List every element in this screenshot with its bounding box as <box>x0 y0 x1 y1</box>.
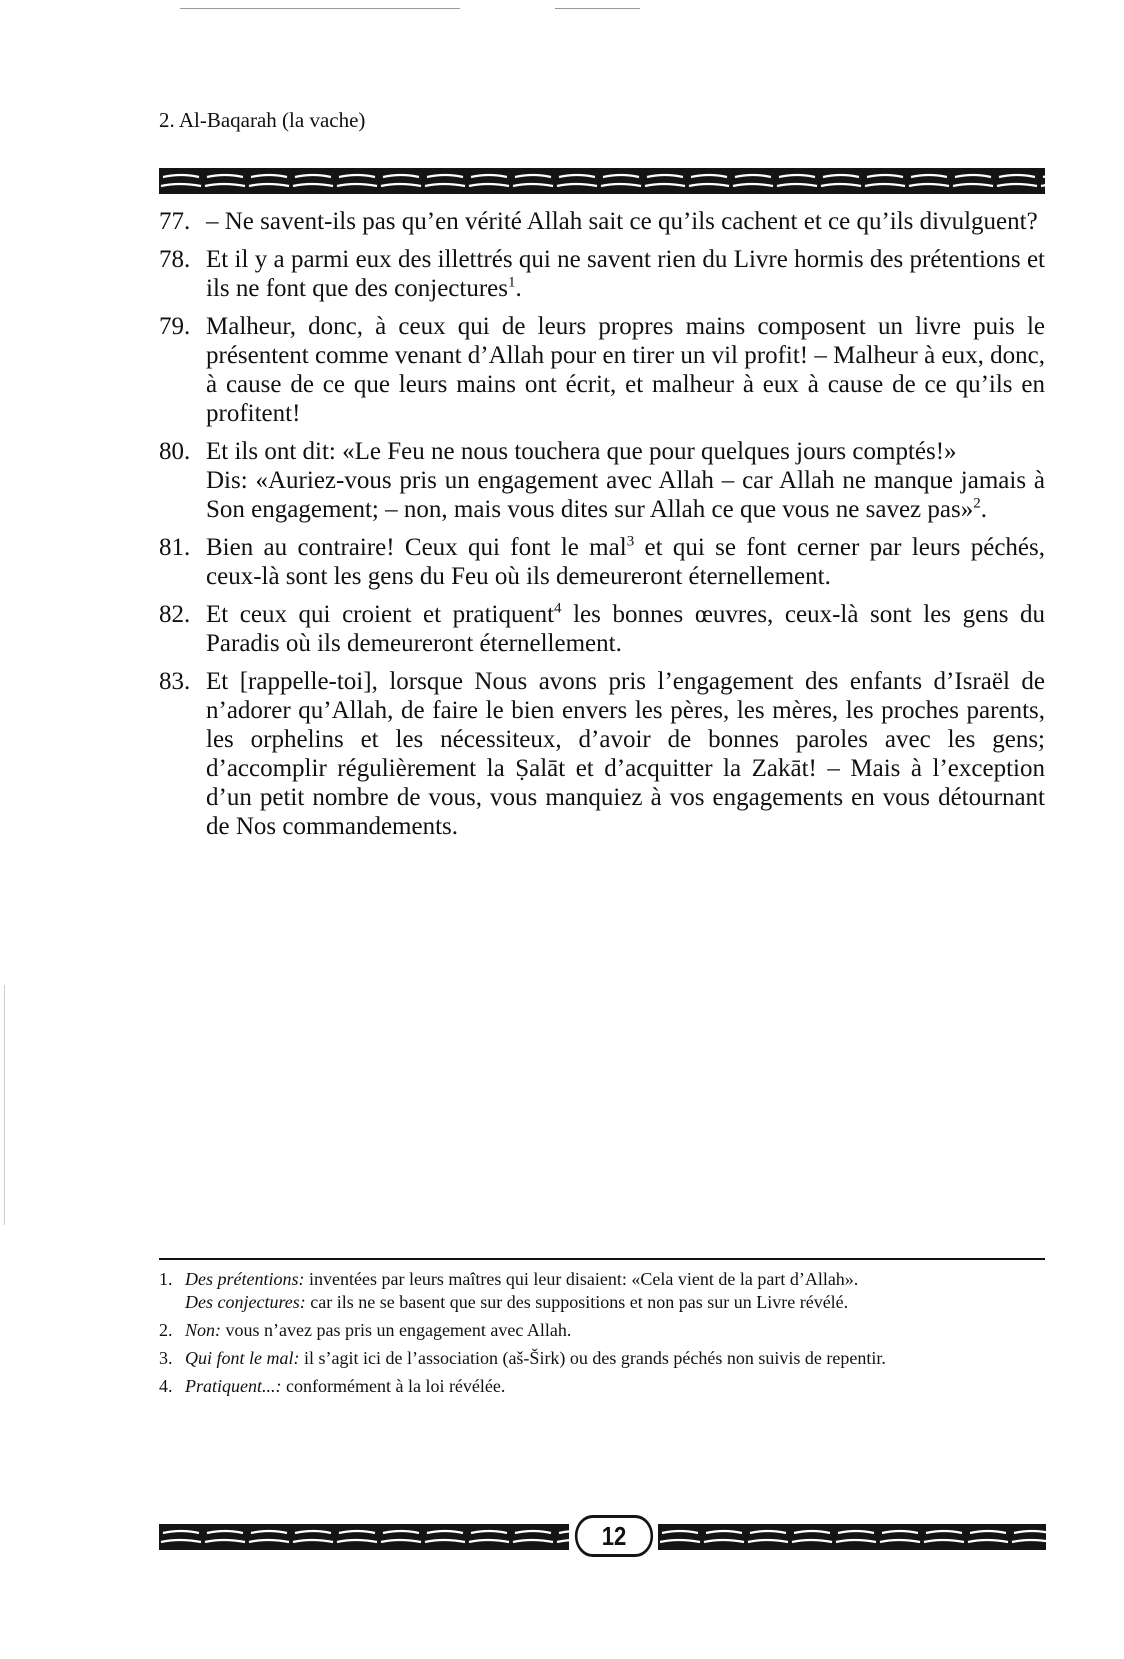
verse-text: Et [rappelle-toi], lorsque Nous avons pris l’engagement des enfants d’Israël de n’adorer qu’Allah, de faire le bien envers les pères, les mères, les proches parents, les orphelins et les nécessiteux, d’avoir de bonnes paroles avec les gens; d’accomplir régulièrement la Ṣalāt et d’acquitter la Zakāt! – Mais à l’exception d’un petit nombre de vous, vous manquiez à vos engagements en vous détournant de Nos commandements. <box>206 668 1045 840</box>
verse-text-tail: . <box>515 275 522 302</box>
verse-79 <box>159 312 1045 428</box>
verse-text: – Ne savent-ils pas qu’en vérité Allah sait ce qu’ils cachent et ce qu’ils divulguent? <box>206 208 1038 235</box>
verse-number: 77. <box>159 208 191 235</box>
verse-number: 81. <box>159 534 191 561</box>
footnote-term: Qui font le mal: <box>185 1348 300 1368</box>
verse-number: 83. <box>159 668 191 695</box>
footnote-number: 1. <box>159 1269 173 1289</box>
ornament-band-bottom-right <box>658 1524 1046 1550</box>
running-head: 2. Al-Baqarah (la vache) <box>159 108 366 132</box>
footnote-number: 2. <box>159 1320 173 1340</box>
footnote-text: conformément à la loi révélée. <box>281 1376 506 1396</box>
footnote-text: car ils ne se basent que sur des suppositions et non pas sur un Livre révélé. <box>305 1292 849 1312</box>
footnote-text: vous n’avez pas pris un engagement avec Allah. <box>221 1320 572 1340</box>
verse-text: Et ils ont dit: «Le Feu ne nous touchera que pour quelques jours comptés!» <box>206 438 957 465</box>
top-scan-rule-left <box>180 8 460 9</box>
verse-77 <box>159 207 1045 236</box>
page-number: 12 <box>575 1515 653 1557</box>
footnote-term: Des conjectures: <box>185 1292 306 1312</box>
verse-81 <box>159 533 1045 591</box>
verse-80 <box>159 437 1045 524</box>
verse-number: 80. <box>159 438 191 465</box>
verse-text-continued: Dis: «Auriez-vous pris un engagement avec Allah – car Allah ne manque jamais à Son engagement; – non, mais vous dites sur Allah ce que vous ne savez pas» <box>206 467 1045 523</box>
verse-text: Malheur, donc, à ceux qui de leurs propres mains composent un livre puis le présentent comme venant d’Allah pour en tirer un vil profit! – Malheur à eux, donc, à cause de ce que leurs mains ont écrit, et malheur à eux à cause de ce qu’ils en profitent! <box>206 313 1045 427</box>
footnote-term: Des prétentions: <box>185 1269 305 1289</box>
verse-text: Bien au contraire! Ceux qui font le mal <box>206 534 627 561</box>
footnote-ref[interactable]: 3 <box>626 533 635 550</box>
footnote-2 <box>159 1319 1045 1342</box>
footnote-term: Non: <box>185 1320 221 1340</box>
footnote-ref[interactable]: 2 <box>973 495 981 512</box>
footnote-divider <box>159 1258 1045 1260</box>
ornament-band-bottom-left <box>159 1524 569 1550</box>
footnote-ref[interactable]: 4 <box>554 600 562 617</box>
verse-number: 82. <box>159 601 191 628</box>
verse-78 <box>159 245 1045 303</box>
footnote-number: 4. <box>159 1376 173 1396</box>
verse-83 <box>159 667 1045 841</box>
verse-number: 79. <box>159 313 191 340</box>
footnote-text: il s’agit ici de l’association (aš-Širk) ou des grands péchés non suivis de repentir. <box>299 1348 886 1368</box>
footnote-list <box>159 1268 1045 1403</box>
verse-82 <box>159 600 1045 658</box>
footnote-3 <box>159 1347 1045 1370</box>
footnote-number: 3. <box>159 1348 173 1368</box>
ornament-band-top <box>159 168 1045 194</box>
footnote-term: Pratiquent...: <box>185 1376 282 1396</box>
verse-text-tail: et qui se font cerner par leurs péchés, ceux-là sont les gens du Feu où ils demeureront éternellement. <box>206 534 1045 590</box>
footnote-1 <box>159 1268 1045 1314</box>
verse-list <box>159 207 1045 850</box>
verse-text-tail: les bonnes œuvres, ceux-là sont les gens du Paradis où ils demeureront éternellement. <box>206 601 1045 657</box>
verse-text: Et ceux qui croient et pratiquent <box>206 601 555 628</box>
footnote-4 <box>159 1375 1045 1398</box>
verse-number: 78. <box>159 246 191 273</box>
top-scan-rule-right <box>555 8 640 9</box>
footnote-text: inventées par leurs maîtres qui leur disaient: «Cela vient de la part d’Allah». <box>304 1269 859 1289</box>
scan-edge-mark <box>4 985 5 1225</box>
verse-text: Et il y a parmi eux des illettrés qui ne savent rien du Livre hormis des prétentions et ils ne font que des conjectures <box>206 246 1045 302</box>
verse-text-tail: . <box>980 496 987 523</box>
footnote-ref[interactable]: 1 <box>508 274 516 291</box>
